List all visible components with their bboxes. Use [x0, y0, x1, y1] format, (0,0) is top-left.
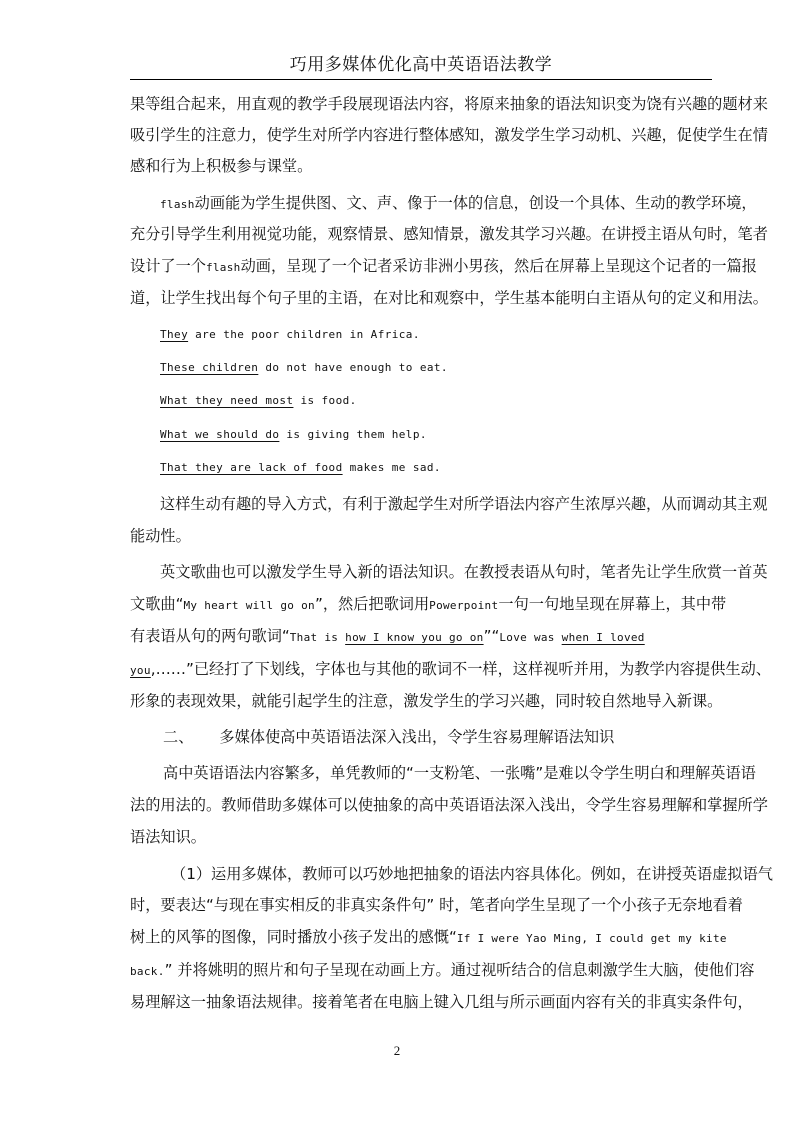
p6-line-2: 时，要表达“与现在事实相反的非真实条件句” 时，笔者向学生呈现了一个小孩子无奈地看着	[130, 896, 743, 914]
p6-line-5: 易理解这一抽象语法规律。接着笔者在电脑上键入几组与所示画面内容有关的非真实条件句，	[130, 993, 753, 1011]
p3-line-2: 能动性。	[130, 527, 191, 545]
quote-english-end: back.	[130, 965, 165, 978]
p6-line-4	[130, 960, 754, 982]
p4-line-2	[130, 594, 726, 616]
p3-line-1: 这样生动有趣的导入方式，有利于激起学生对所学语法内容产生浓厚兴趣，从而调动其主观	[160, 495, 768, 513]
p4-line-4	[130, 659, 771, 681]
example-sentence	[160, 458, 441, 478]
p2-line-3	[130, 256, 757, 278]
example-rest: are the poor children in Africa.	[188, 328, 420, 341]
p4-line-2-c: 一句一句地呈现在屏幕上，其中带	[498, 595, 727, 613]
p6-line-3	[130, 927, 727, 949]
section-heading	[163, 727, 614, 747]
p1-line-1: 果等组合起来，用直观的教学手段展现语法内容，将原来抽象的语法知识变为饶有兴趣的题材来	[130, 95, 768, 113]
p2-line-4: 道，让学生找出每个句子里的主语，在对比和观察中，学生基本能明白主语从句的定义和用法。	[130, 289, 768, 307]
page-number: 2	[393, 1043, 401, 1058]
example-subject: That they are lack of food	[160, 461, 343, 474]
p6-line-1: （1）运用多媒体，教师可以巧妙地把抽象的语法内容具体化。例如，在讲授英语虚拟语气	[171, 865, 773, 883]
p4-line-1: 英文歌曲也可以激发学生导入新的语法知识。在教授表语从句时，笔者先让学生欣赏一首英	[160, 563, 768, 581]
example-subject: What they need most	[160, 394, 294, 407]
p2-line-2: 充分引导学生利用视觉功能，观察情景、感知情景，激发其学习兴趣。在讲授主语从句时，笔者	[130, 225, 768, 243]
example-subject: They	[160, 328, 189, 341]
p4-line-2-b: ”，然后把歌词用	[314, 595, 430, 613]
p2-flash-term: flash	[160, 198, 195, 211]
p2-line-3-b: 动画，呈现了一个记者采访非洲小男孩，然后在屏幕上呈现这个记者的一篇报	[240, 257, 757, 275]
p2-line-1-text: 动画能为学生提供图、文、声、像于一体的信息，创设一个具体、生动的教学环境，	[194, 194, 757, 212]
p4-line-2-a: 文歌曲“	[130, 595, 184, 613]
p4-line-4-a: ,……”已经打了下划线，字体也与其他的歌词不一样，这样视听并用，为教学内容提供生动、	[150, 660, 771, 678]
lyric-1-underlined: how I know you go on	[345, 631, 484, 644]
example-sentence	[160, 391, 357, 411]
p5-line-2: 法的用法的。教师借助多媒体可以使抽象的高中英语语法深入浅出，令学生容易理解和掌握所学	[130, 796, 768, 814]
example-subject: These children	[160, 361, 259, 374]
example-sentence	[160, 425, 427, 445]
example-rest: is food.	[293, 394, 357, 407]
p6-line-3-a: 树上的风筝的图像，同时播放小孩子发出的感慨“	[130, 928, 457, 946]
lyric-2-underlined-end: you	[130, 664, 151, 677]
p4-line-3-a: 有表语从句的两句歌词“	[130, 627, 290, 645]
example-rest: makes me sad.	[342, 461, 441, 474]
p1-line-2: 吸引学生的注意力，使学生对所学内容进行整体感知，激发学生学习动机、兴趣，促使学生在情	[130, 126, 768, 144]
p4-line-3	[130, 626, 645, 648]
p4-line-5: 形象的表现效果，就能引起学生的注意，激发学生的学习兴趣，同时较自然地导入新课。	[130, 692, 723, 710]
example-subject: What we should do	[160, 428, 280, 441]
powerpoint-term: Powerpoint	[429, 599, 499, 612]
quote-english: If I were Yao Ming, I could get my kite	[456, 932, 727, 945]
p2-flash-term-2: flash	[205, 261, 241, 274]
example-rest: do not have enough to eat.	[258, 361, 448, 374]
p2-line-1	[160, 193, 757, 215]
example-sentence	[160, 325, 420, 345]
lyric-2-underlined: when I loved	[561, 631, 645, 644]
song-title: My heart will go on	[183, 599, 315, 612]
p4-line-3-b: ”“	[483, 627, 500, 645]
example-rest: is giving them help.	[279, 428, 427, 441]
section-number: 二、	[163, 728, 194, 746]
section-title: 多媒体使高中英语语法深入浅出，令学生容易理解语法知识	[219, 728, 615, 746]
p5-line-3: 语法知识。	[130, 828, 206, 846]
lyric-2-lead: Love was	[499, 631, 562, 644]
p2-line-3-a: 设计了一个	[130, 257, 206, 275]
p6-line-4-a: ” 并将姚明的照片和句子呈现在动画上方。通过视听结合的信息刺激学生大脑，使他们容	[164, 961, 755, 979]
lyric-1-lead: That is	[289, 631, 346, 644]
header-title: 巧用多媒体优化高中英语语法教学	[289, 55, 553, 75]
example-sentence	[160, 358, 448, 378]
p5-line-1: 高中英语语法内容繁多，单凭教师的“一支粉笔、一张嘴”是难以令学生明白和理解英语语	[163, 764, 756, 782]
p1-line-3: 感和行为上积极参与课堂。	[130, 157, 313, 175]
page-header	[130, 52, 712, 80]
